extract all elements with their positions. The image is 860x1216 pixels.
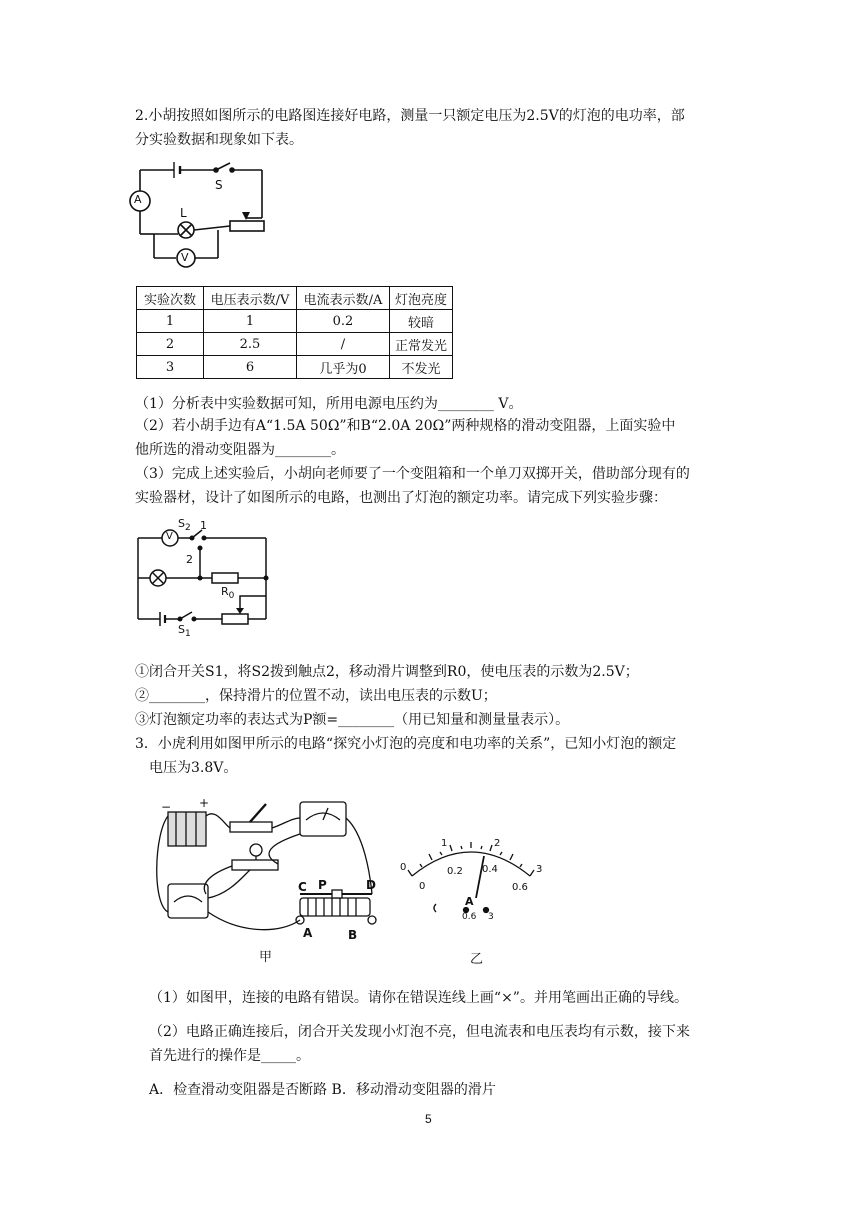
scale-inner-06: 0.6	[512, 882, 528, 893]
table-row	[137, 356, 453, 379]
experiment-data-table	[136, 286, 453, 379]
jia-p-label: P	[318, 878, 327, 892]
fig2-voltmeter-label: V	[166, 531, 173, 542]
fig2-s2-label: $S_2$	[178, 517, 191, 534]
scale-inner-0: 0	[419, 881, 426, 892]
fig2-pos1-label: 1	[200, 519, 207, 532]
jia-b-label: B	[348, 928, 358, 942]
fig2-pos2-label: 2	[186, 553, 193, 566]
q2-step1: ①闭合开关S1，将S2拨到触点2，移动滑片调整到R0，使电压表的示数为2.5V；	[135, 664, 639, 680]
terminal-3-label: 3	[488, 912, 494, 922]
q3-options: A．检查滑动变阻器是否断路 B．移动滑动变阻器的滑片	[149, 1082, 496, 1098]
q3-sub2-line2: 首先进行的操作是_____。	[149, 1048, 310, 1064]
circuit-diagram-2	[130, 516, 275, 636]
table-header-cell: 灯泡亮度	[390, 287, 453, 310]
fig1-voltmeter-label: V	[181, 251, 189, 264]
q2-sub3-line2: 实验器材，设计了如图所示的电路，也测出了灯泡的额定功率。请完成下列实验步骤：	[135, 490, 667, 506]
q2-sub2-line2: 他所选的滑动变阻器为________。	[135, 442, 345, 458]
jia-a-label: A	[303, 926, 313, 940]
scale-outer-1: 1	[441, 838, 448, 849]
table-cell: 0.2	[297, 310, 390, 333]
table-header-row	[137, 287, 453, 310]
scale-inner-04: 0.4	[482, 864, 498, 875]
page-number: 5	[425, 1112, 432, 1126]
q2-intro-line2: 分实验数据和现象如下表。	[135, 132, 303, 148]
q3-sub2-line1: （2）电路正确连接后，闭合开关发现小灯泡不亮，但电流表和电压表均有示数，接下来	[149, 1024, 690, 1040]
q2-intro-line1: 2.小胡按照如图所示的电路图连接好电路，测量一只额定电压为2.5V的灯泡的电功率，部	[135, 108, 685, 124]
table-cell: 6	[204, 356, 297, 379]
scale-unit-label: A	[465, 895, 474, 908]
terminal-06-label: 0.6	[462, 912, 477, 922]
physical-circuit-figure	[150, 794, 390, 944]
q3-intro-line1: 3．小虎利用如图甲所示的电路“探究小灯泡的亮度和电功率的关系”，已知小灯泡的额定	[135, 736, 677, 752]
scale-inner-02: 0.2	[447, 866, 463, 877]
table-row	[137, 310, 453, 333]
jia-c-label: C	[298, 880, 307, 894]
q2-sub2-line1: （2）若小胡手边有A“1.5A 50Ω”和B“2.0A 20Ω”两种规格的滑动变阻器，上面实验中	[135, 418, 676, 434]
q2-step2: ②________，保持滑片的位置不动，读出电压表的示数U；	[135, 688, 497, 704]
caption-jia: 甲	[259, 950, 273, 965]
jia-plus-label: +	[199, 796, 210, 810]
table-row	[137, 333, 453, 356]
q3-sub1: （1）如图甲，连接的电路有错误。请你在错误连线上画“×”。并用笔画出正确的导线。	[149, 990, 688, 1006]
table-cell: 较暗	[390, 310, 453, 333]
circuit-diagram-1	[126, 158, 276, 276]
q3-intro-line2: 电压为3.8V。	[149, 760, 238, 776]
table-cell: 1	[137, 310, 204, 333]
table-cell: 2.5	[204, 333, 297, 356]
table-cell: 正常发光	[390, 333, 453, 356]
table-header-cell: 电压表示数/V	[204, 287, 297, 310]
caption-yi: 乙	[470, 952, 484, 967]
scale-outer-0: 0	[400, 862, 407, 873]
table-cell: 不发光	[390, 356, 453, 379]
fig1-ammeter-label: A	[134, 193, 142, 206]
table-cell: 3	[137, 356, 204, 379]
fig1-switch-label: S	[215, 178, 223, 192]
fig1-lamp-label: L	[180, 206, 187, 220]
q2-sub1: （1）分析表中实验数据可知，所用电源电压约为________ V。	[135, 396, 523, 412]
fig2-r0-label: $R_0$	[221, 585, 235, 602]
table-cell: /	[297, 333, 390, 356]
table-header-cell: 电流表示数/A	[297, 287, 390, 310]
ammeter-scale-figure	[396, 832, 546, 922]
table-cell: 几乎为0	[297, 356, 390, 379]
scale-outer-3: 3	[536, 864, 543, 875]
q2-step3: ③灯泡额定功率的表达式为P额=________（用已知量和测量量表示）。	[135, 712, 570, 728]
fig2-s1-label: $S_1$	[178, 623, 191, 640]
jia-minus-label: −	[161, 800, 172, 814]
table-cell: 2	[137, 333, 204, 356]
q2-sub3-line1: （3）完成上述实验后，小胡向老师要了一个变阻箱和一个单刀双掷开关，借助部分现有的	[135, 466, 690, 482]
table-cell: 1	[204, 310, 297, 333]
jia-d-label: D	[366, 878, 376, 892]
table-header-cell: 实验次数	[137, 287, 204, 310]
scale-outer-2: 2	[494, 838, 501, 849]
